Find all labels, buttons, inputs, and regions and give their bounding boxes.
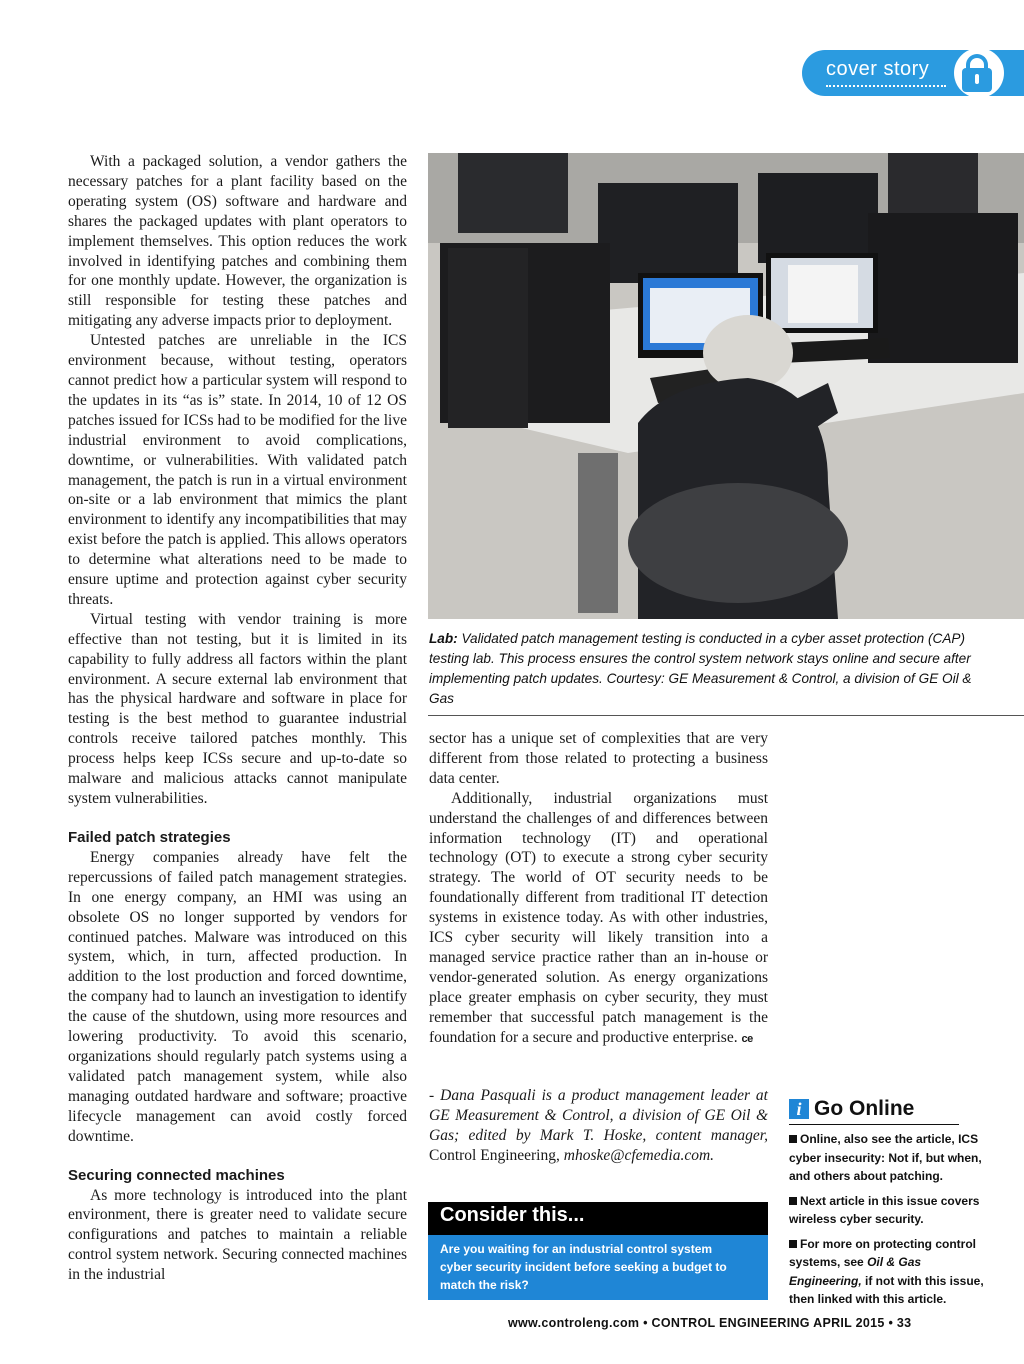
section-label-underline [826,85,946,87]
go-online-list [789,1130,989,1315]
bullet-square-icon [789,1240,797,1248]
end-mark: ce [741,1032,753,1045]
left-column [68,152,407,1285]
go-online-title: Go Online [814,1097,915,1120]
byline-publication: Control Engineering, [429,1146,560,1164]
subheading-securing-machines: Securing connected machines [68,1166,285,1184]
info-icon: i [789,1099,809,1119]
section-label: cover story [826,58,930,80]
go-online-divider [789,1124,959,1125]
caption-text: Validated patch management testing is conducted in a cyber asset protection (CAP) testing lab. This process ensures the control system network stays online and secure after implementing patch updates. Courtesy: GE Measurement & Control, a division of GE Oil & Gas [429,631,972,706]
bullet-square-icon [789,1197,797,1205]
lab-photo [428,153,1024,619]
go-online-item: Next article in this issue covers wireless cyber security. [789,1193,980,1226]
go-online-item: Online, also see the article, ICS cyber insecurity: Not if, but when, and others about patching. [789,1132,982,1183]
consider-body: Are you waiting for an industrial control system cyber security incident before seeking a budget to match the risk? [440,1242,727,1292]
byline-italic: - Dana Pasquali is a product management leader at GE Measurement & Control, a division of GE Oil & Gas; edited by Mark T. Hoske, content manager, [429,1087,768,1144]
caption-label: Lab: [429,631,458,646]
bullet-square-icon [789,1135,797,1143]
body-paragraph: Additionally, industrial organizations must understand the challenges of and differences between information technology (IT) and operational technology (OT) to execute a strong cyber security strategy. The world of OT security needs to be foundationally different from traditional IT detection systems in existence today. As with other industries, ICS cyber security will likely transition into a managed service practice rather than an in-house or vendor-generated solution. As energy organizations place greater emphasis on cyber security, they must remember that successful patch management is the foundation for a secure and productive enterprise. ce [429,789,768,1046]
caption-divider [428,715,1024,716]
photo-caption [429,629,999,709]
body-paragraph: sector has a unique set of complexities that are very different from those related to protecting a business data center. [429,730,768,787]
byline-email: mhoske@cfemedia.com. [563,1146,715,1164]
body-paragraph: Energy companies already have felt the repercussions of failed patch management strategies. In one energy company, an HMI was using an obsolete OS no longer supported by vendors for continued patches. Malware was introduced on this system, which, in turn, affected production. In addition to the lost production and forced downtime, the company had to launch an investigation to identify the cause of the shutdown, using more resources and lowering productivity. To avoid this scenario, organizations should regularly patch systems using a validated patch management system, while also managing outdated hardware and software; proactive lifecycle management can avoid costly forced downtime. [68,848,407,1145]
right-column [429,729,768,1050]
body-paragraph: With a packaged solution, a vendor gathers the necessary patches for a plant facility based on the operating system (OS) software and hardware and shares the packaged updates with plant operators to implement themselves. This option reduces the work involved in identifying patches and combining them for one monthly update. However, the organization is still responsible for testing these patches and mitigating any adverse impacts prior to deployment. [68,153,407,330]
page-footer: www.controleng.com • CONTROL ENGINEERING APRIL 2015 • 33 [508,1316,912,1330]
consider-title: Consider this... [440,1204,585,1226]
subheading-failed-patch: Failed patch strategies [68,828,231,846]
body-paragraph: Untested patches are unreliable in the ICS environment because, without testing, operators cannot predict how a particular system will respond to the updates in its “as is” state. In 2014, 10 of 12 OS patches issued for ICSs had to be modified for the live industrial environment to avoid complications, downtime, or vulnerabilities. With validated patch management, the patch is run in a virtual environment on-site or a lab environment that mimics the plant environment to identify any incompatibilities that may exist before the patch is applied. This allows operators to determine what alterations need to be made to ensure uptime and protection against cyber security threats. [68,332,407,608]
author-byline [429,1086,768,1166]
go-online-item: For more on protecting control systems, see Oil & Gas Engineering, if not with this issue, then linked with this article. [789,1236,984,1306]
body-paragraph: Virtual testing with vendor training is more effective than not testing, but it is limited in its capability to fully address all factors within the plant environment. A secure external lab environment that has the physical hardware and software in place for testing is the best method to guarantee industrial controls receive tailored patches monthly. This process helps keep ICSs secure and up-to-date so malware and malicious attacks cannot manipulate system vulnerabilities. [68,610,407,807]
body-paragraph: As more technology is introduced into the plant environment, there is greater need to validate secure configurations and patches to maintain a reliable control system network. Securing connected machines in the industrial [68,1186,407,1284]
